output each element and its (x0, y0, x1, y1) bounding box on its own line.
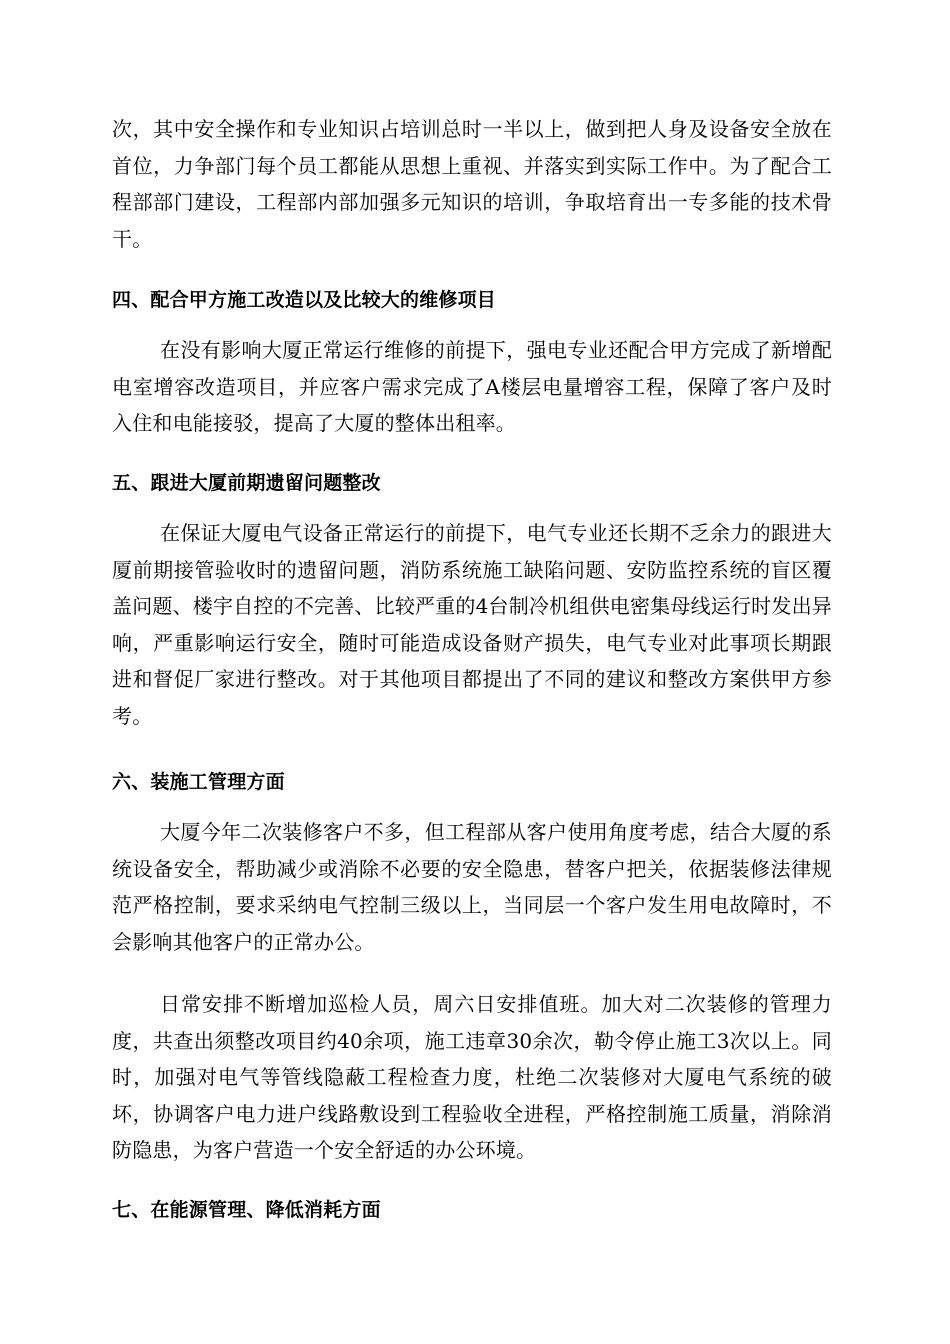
section-5-paragraph-1: 在保证大厦电气设备正常运行的前提下，电气专业还长期不乏余力的跟进大厦前期接管验收时的遗留问题，消防系统施工缺陷问题、安防监控系统的盲区覆盖问题、楼宇自控的不完善、比较严重的4台制冷机组供电密集母线运行时发出异响，严重影响运行安全，随时可能造成设备财产损失，电气专业对此事项长期跟进和督促厂家进行整改。对于其他项目都提出了不同的建议和整改方案供甲方参考。 (112, 521, 832, 728)
section-4-paragraph-1: 在没有影响大厦正常运行维修的前提下，强电专业还配合甲方完成了新增配电室增容改造项目，并应客户需求完成了A楼层电量增容工程，保障了客户及时入住和电能接驳，提高了大厦的整体出租率。 (112, 338, 832, 435)
section-heading-6: 六、装施工管理方面 (112, 771, 285, 793)
section-heading-4: 四、配合甲方施工改造以及比较大的维修项目 (112, 289, 497, 311)
section-heading-5: 五、跟进大厦前期遗留问题整改 (112, 472, 381, 494)
section-6-paragraph-2: 日常安排不断增加巡检人员，周六日安排值班。加大对二次装修的管理力度，共查出须整改项目约40余项，施工违章30余次，勒令停止施工3次以上。同时，加强对电气等管线隐蔽工程检查力度，杜绝二次装修对大厦电气系统的破坏，协调客户电力进户线路敷设到工程验收全进程，严格控制施工质量，消除消防隐患，为客户营造一个安全舒适的办公环境。 (112, 992, 832, 1162)
section-6-paragraph-1: 大厦今年二次装修客户不多，但工程部从客户使用角度考虑，结合大厦的系统设备安全，帮助减少或消除不必要的安全隐患，替客户把关，依据装修法律规范严格控制，要求采纳电气控制三级以上，当同层一个客户发生用电故障时，不会影响其他客户的正常办公。 (112, 820, 832, 954)
section-heading-7: 七、在能源管理、降低消耗方面 (112, 1199, 381, 1221)
intro-paragraph: 次，其中安全操作和专业知识占培训总时一半以上，做到把人身及设备安全放在首位，力争部门每个员工都能从思想上重视、并落实到实际工作中。为了配合工程部部门建设，工程部内部加强多元知识的培训，争取培育出一专多能的技术骨干。 (112, 117, 832, 251)
